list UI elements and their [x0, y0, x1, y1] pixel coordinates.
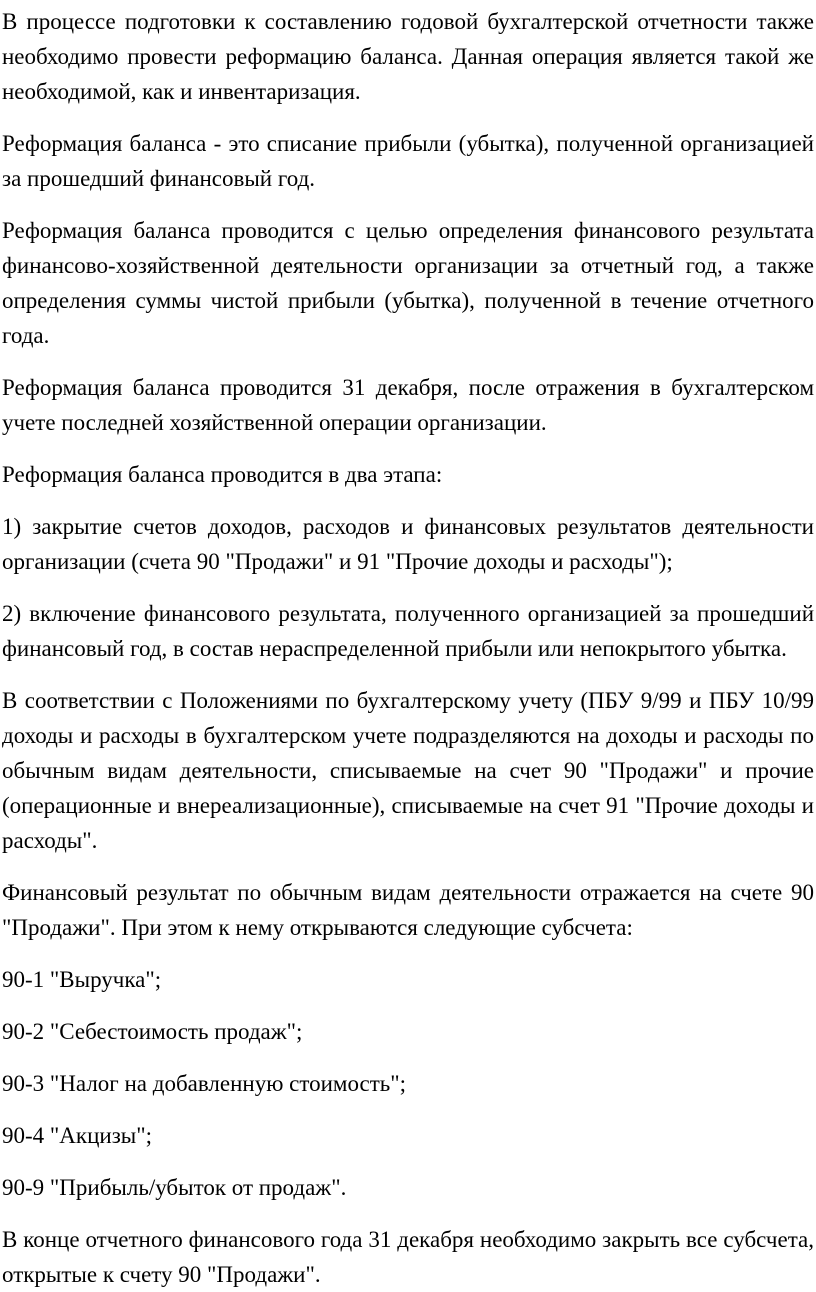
paragraph-stage-1: 1) закрытие счетов доходов, расходов и финансовых результатов деятельности организации (счета 90 "Продажи" и 91 "Прочие доходы и расходы"); — [2, 514, 814, 574]
paragraph-stage-2: 2) включение финансового результата, полученного организацией за прошедший финансовый год, в состав нераспределенной прибыли или непокрытого убытка. — [2, 601, 814, 661]
paragraph-definition: Реформация баланса - это списание прибыли (убытка), полученной организацией за прошедший финансовый год. — [2, 131, 814, 191]
subaccount-90-2: 90-2 "Себестоимость продаж"; — [2, 1019, 303, 1044]
paragraph-subaccounts-intro: Финансовый результат по обычным видам деятельности отражается на счете 90 "Продажи". При этом к нему открываются следующие субсчета: — [2, 880, 814, 940]
subaccount-90-3: 90-3 "Налог на добавленную стоимость"; — [2, 1071, 407, 1096]
paragraph-stages-intro: Реформация баланса проводится в два этапа: — [2, 462, 443, 487]
paragraph-date: Реформация баланса проводится 31 декабря, после отражения в бухгалтерском учете последней хозяйственной операции организации. — [2, 375, 814, 435]
subaccount-90-1: 90-1 "Выручка"; — [2, 967, 162, 992]
document-body — [2, 4, 814, 1292]
paragraph-closing: В конце отчетного финансового года 31 декабря необходимо закрыть все субсчета, открытые к счету 90 "Продажи". — [2, 1227, 814, 1287]
paragraph-pbu: В соответствии с Положениями по бухгалтерскому учету (ПБУ 9/99 и ПБУ 10/99 доходы и расходы в бухгалтерском учете подразделяются на доходы и расходы по обычным видам деятельности, списываемые на счет 90 "Продажи" и прочие (операционные и внереализационные), списываемые на счет 91 "Прочие доходы и расходы". — [2, 688, 814, 853]
subaccount-90-4: 90-4 "Акцизы"; — [2, 1123, 153, 1148]
paragraph-purpose: Реформация баланса проводится с целью определения финансового результата финансово-хозяйственной деятельности организации за отчетный год, а также определения суммы чистой прибыли (убытка), полученной в течение отчетного года. — [2, 218, 814, 348]
paragraph-intro: В процессе подготовки к составлению годовой бухгалтерской отчетности также необходимо провести реформацию баланса. Данная операция является такой же необходимой, как и инвентаризация. — [2, 9, 814, 104]
subaccount-90-9: 90-9 "Прибыль/убыток от продаж". — [2, 1175, 347, 1200]
